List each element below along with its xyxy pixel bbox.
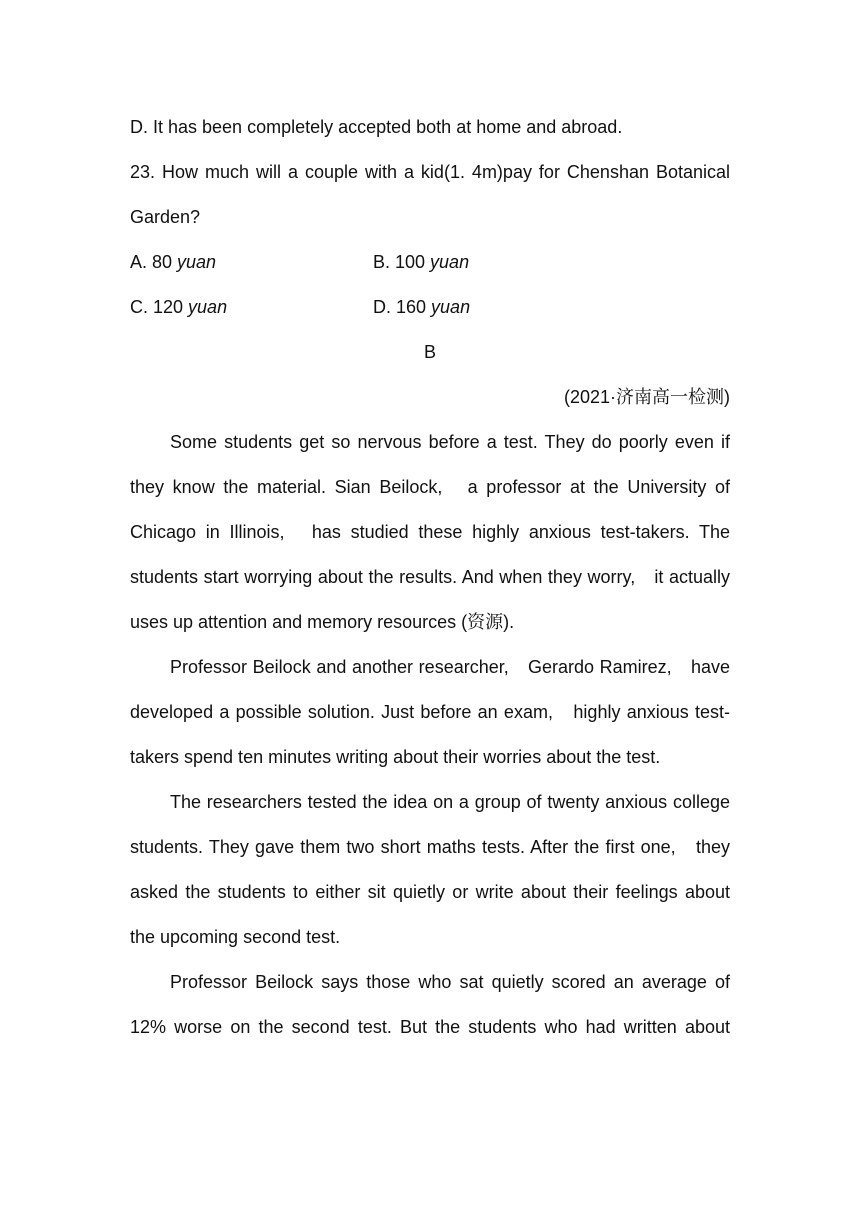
option-b-unit: yuan bbox=[430, 252, 470, 272]
question-23-text: 23. How much will a couple with a kid(1. 4m)pay for Chenshan Botanical Garden? bbox=[130, 162, 730, 227]
option-c bbox=[130, 285, 373, 330]
passage-source: (2021·济南高一检测) bbox=[563, 387, 730, 407]
option-a-unit: yuan bbox=[177, 252, 217, 272]
option-a-label: A. 80 bbox=[130, 252, 178, 272]
option-a bbox=[130, 240, 373, 285]
option-d-label: D. 160 bbox=[373, 297, 432, 317]
passage-paragraph-1: Some students get so nervous before a test. They do poorly even if they know the material. Sian Beilock, a professor at the University of Chicago in Illinois, has studied these highly anxious test-takers. The students start worrying about the results. And when they worry, it actually uses up attention and memory resources (资源). bbox=[130, 432, 730, 632]
question-23-options-row-1 bbox=[130, 240, 730, 285]
option-d bbox=[373, 285, 616, 330]
section-title: B bbox=[423, 342, 436, 362]
option-c-label: C. 120 bbox=[130, 297, 189, 317]
passage-paragraph-4: Professor Beilock says those who sat quietly scored an average of 12% worse on the second test. But the students who had written about bbox=[130, 972, 730, 1037]
option-b bbox=[373, 240, 616, 285]
option-d-unit: yuan bbox=[431, 297, 471, 317]
question-22-option-d: D. It has been completely accepted both at home and abroad. bbox=[130, 117, 623, 137]
passage-paragraph-3: The researchers tested the idea on a group of twenty anxious college students. They gave them two short maths tests. After the first one, they asked the students to either sit quietly or write about their feelings about the upcoming second test. bbox=[130, 792, 730, 947]
option-b-label: B. 100 bbox=[373, 252, 431, 272]
question-23-options-row-2 bbox=[130, 285, 730, 330]
option-c-unit: yuan bbox=[188, 297, 228, 317]
passage-paragraph-2: Professor Beilock and another researcher, Gerardo Ramirez, have developed a possible solution. Just before an exam, highly anxious test-takers spend ten minutes writing about their worries about the test. bbox=[130, 657, 730, 767]
document-page bbox=[130, 105, 730, 1050]
